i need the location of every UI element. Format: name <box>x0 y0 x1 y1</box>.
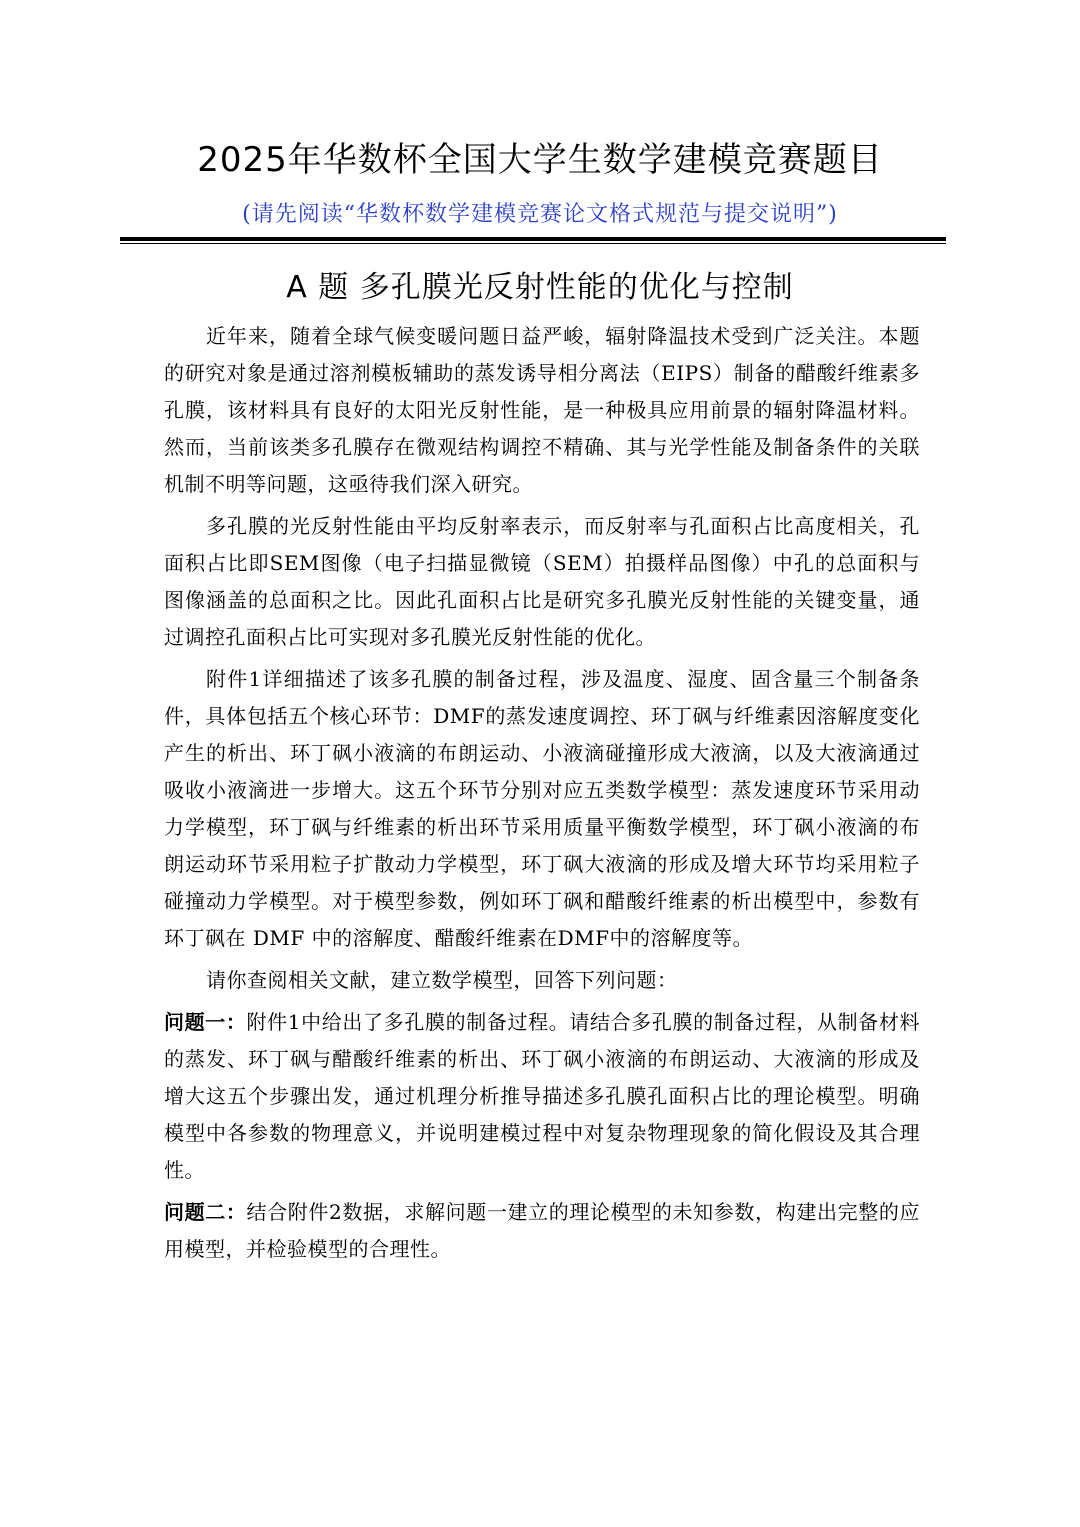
question-two <box>164 1194 920 1268</box>
header-rule-thin <box>120 243 946 244</box>
problem-title: A 题 多孔膜光反射性能的优化与控制 <box>286 270 794 305</box>
page-title: 2025年华数杯全国大学生数学建模竞赛题目 <box>197 140 883 180</box>
problem-body <box>164 318 920 1268</box>
reading-notice: (请先阅读“华数杯数学建模竞赛论文格式规范与提交说明”) <box>242 202 838 227</box>
question-one-text: 附件1中给出了多孔膜的制备过程。请结合多孔膜的制备过程，从制备材料的蒸发、环丁砜与醋酸纤维素的析出、环丁砜小液滴的布朗运动、大液滴的形成及增大这五个步骤出发，通过机理分析推导描述多孔膜孔面积占比的理论模型。明确模型中各参数的物理意义，并说明建模过程中对复杂物理现象的简化假设及其合理性。 <box>164 1010 920 1182</box>
paragraph-instruction: 请你查阅相关文献，建立数学模型，回答下列问题： <box>206 968 678 992</box>
paragraph-intro: 近年来，随着全球气候变暖问题日益严峻，辐射降温技术受到广泛关注。本题的研究对象是通过溶剂模板辅助的蒸发诱导相分离法（EIPS）制备的醋酸纤维素多孔膜，该材料具有良好的太阳光反射性能，是一种极具应用前景的辐射降温材料。然而，当前该类多孔膜存在微观结构调控不精确、其与光学性能及制备条件的关联机制不明等问题，这亟待我们深入研究。 <box>164 324 920 496</box>
question-two-label: 问题二： <box>164 1200 247 1224</box>
question-one <box>164 1004 920 1189</box>
question-one-label: 问题一： <box>164 1010 247 1034</box>
question-two-text: 结合附件2数据，求解问题一建立的理论模型的未知参数，构建出完整的应用模型，并检验模型的合理性。 <box>164 1200 920 1261</box>
header-rule-thick <box>120 237 946 241</box>
paragraph-reflectance: 多孔膜的光反射性能由平均反射率表示，而反射率与孔面积占比高度相关，孔面积占比即SEM图像（电子扫描显微镜（SEM）拍摄样品图像）中孔的总面积与图像涵盖的总面积之比。因此孔面积占比是研究多孔膜光反射性能的关键变量，通过调控孔面积占比可实现对多孔膜光反射性能的优化。 <box>164 514 920 649</box>
paragraph-preparation: 附件1详细描述了该多孔膜的制备过程，涉及温度、湿度、固含量三个制备条件，具体包括五个核心环节：DMF的蒸发速度调控、环丁砜与纤维素因溶解度变化产生的析出、环丁砜小液滴的布朗运动、小液滴碰撞形成大液滴，以及大液滴通过吸收小液滴进一步增大。这五个环节分别对应五类数学模型：蒸发速度环节采用动力学模型，环丁砜与纤维素的析出环节采用质量平衡数学模型，环丁砜小液滴的布朗运动环节采用粒子扩散动力学模型，环丁砜大液滴的形成及增大环节均采用粒子碰撞动力学模型。对于模型参数，例如环丁砜和醋酸纤维素的析出模型中，参数有环丁砜在 DMF 中的溶解度、醋酸纤维素在DMF中的溶解度等。 <box>164 667 920 950</box>
